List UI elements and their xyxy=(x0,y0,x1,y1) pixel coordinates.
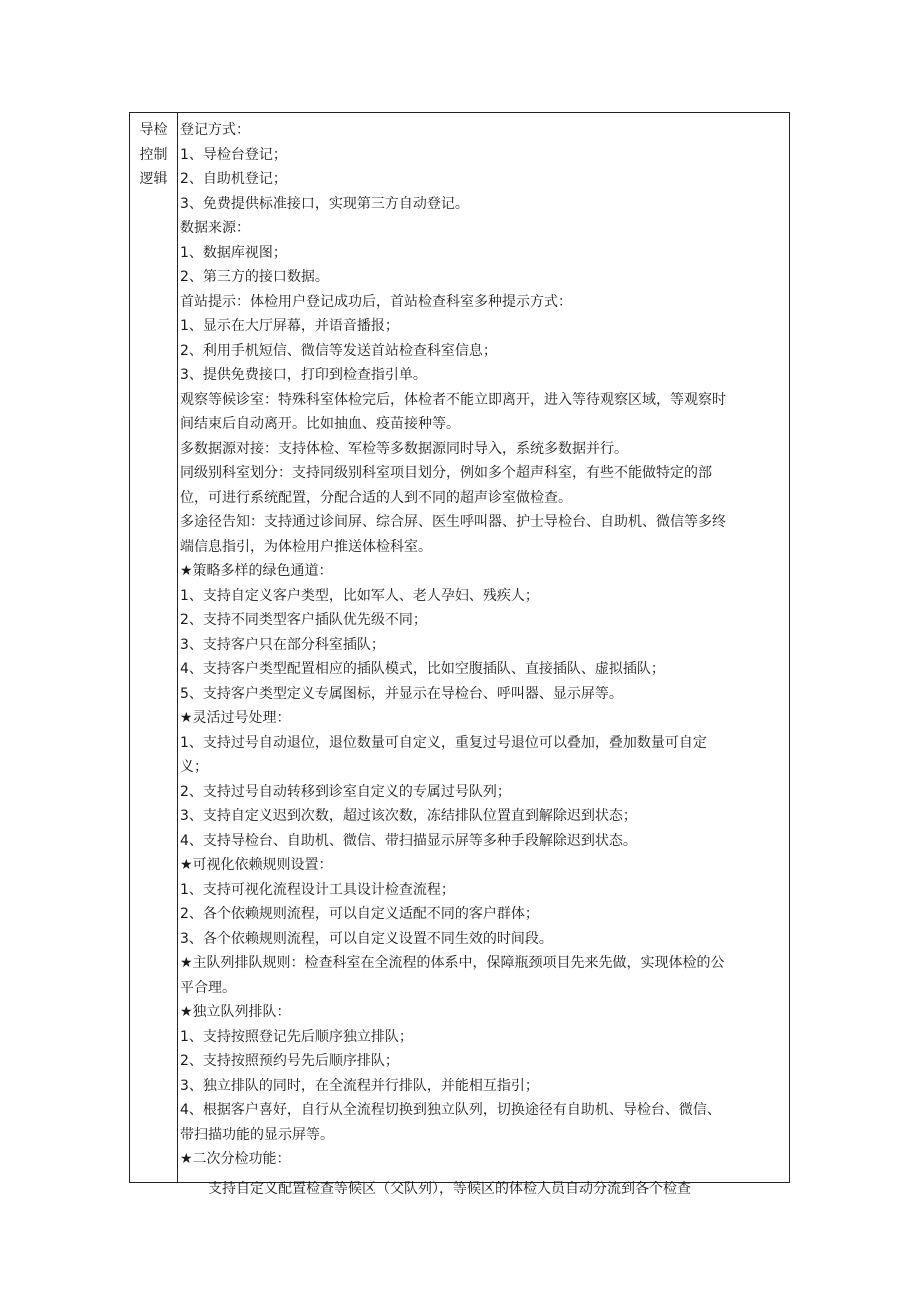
text-line: 2、支持不同类型客户插队优先级不同； xyxy=(180,612,427,628)
text-line-cutoff: 支持自定义配置检查等候区（父队列），等候区的体检人员自动分流到各个检查 xyxy=(208,1180,691,1197)
text-line: 4、支持导检台、自助机、微信、带扫描显示屏等多种手段解除迟到状态。 xyxy=(180,832,637,849)
text-line: 1、支持自定义客户类型，比如军人、老人孕妇、残疾人； xyxy=(180,587,539,604)
text-line: 2、自助机登记； xyxy=(180,171,287,187)
text-line: 2、支持按照预约号先后顺序排队； xyxy=(180,1053,399,1069)
text-line: 3、独立排队的同时，在全流程并行排队，并能相互指引； xyxy=(180,1077,539,1094)
text-line: 3、各个依赖规则流程，可以自定义设置不同生效的时间段。 xyxy=(180,930,553,947)
text-line: 3、提供免费接口，打印到检查指引单。 xyxy=(180,367,427,383)
text-line: 1、数据库视图； xyxy=(180,244,287,261)
text-line: 2、支持过号自动转移到诊室自定义的专属过号队列； xyxy=(180,783,511,800)
text-line: 首站提示：体检用户登记成功后，首站检查科室多种提示方式： xyxy=(180,293,572,310)
text-line: 多数据源对接：支持体检、军检等多数据源同时导入，系统多数据并行。 xyxy=(180,440,628,457)
text-line: 间结束后自动离开。比如抽血、疫苗接种等。 xyxy=(180,416,460,432)
text-line: 义； xyxy=(180,759,208,775)
text-line: ★主队列排队规则：检查科室在全流程的体系中，保障瓶颈项目先来先做，实现体检的公 xyxy=(180,955,725,971)
text-line: 1、显示在大厅屏幕，并语音播报； xyxy=(180,318,399,334)
text-line: 平合理。 xyxy=(180,979,236,996)
row-label-line: 控制 xyxy=(139,146,168,163)
document-table xyxy=(129,112,790,1197)
text-line: 4、支持客户类型配置相应的插队模式，比如空腹插队、直接插队、虚拟插队； xyxy=(180,661,665,677)
text-line: 同级别科室划分：支持同级别科室项目划分，例如多个超声科室，有些不能做特定的部 xyxy=(180,465,712,481)
text-line: ★策略多样的绿色通道： xyxy=(180,563,333,579)
text-line: 1、支持可视化流程设计工具设计检查流程； xyxy=(180,881,455,898)
text-line: ★独立队列排队： xyxy=(180,1004,291,1020)
text-line: ★可视化依赖规则设置： xyxy=(180,857,333,873)
row-label-line: 逻辑 xyxy=(139,171,168,187)
content-cell xyxy=(180,118,786,1197)
text-line: 2、利用手机短信、微信等发送首站检查科室信息； xyxy=(180,342,497,359)
text-line: 位，可进行系统配置，分配合适的人到不同的超声诊室做检查。 xyxy=(180,489,572,506)
text-line: 2、各个依赖规则流程，可以自定义适配不同的客户群体； xyxy=(180,906,539,922)
text-line: 1、支持过号自动退位，退位数量可自定义，重复过号退位可以叠加，叠加数量可自定 xyxy=(180,734,707,751)
text-line: 3、支持客户只在部分科室插队； xyxy=(180,636,385,653)
text-line: 5、支持客户类型定义专属图标，并显示在导检台、呼叫器、显示屏等。 xyxy=(180,685,623,702)
text-line: 观察等候诊室：特殊科室体检完后，体检者不能立即离开，进入等待观察区域，等观察时 xyxy=(180,391,726,408)
row-label-line: 导检 xyxy=(139,122,168,138)
text-line: 带扫描功能的显示屏等。 xyxy=(180,1126,334,1143)
text-line: 3、免费提供标准接口，实现第三方自动登记。 xyxy=(180,195,469,212)
text-line: 1、支持按照登记先后顺序独立排队； xyxy=(180,1028,413,1045)
text-line: 1、导检台登记； xyxy=(180,146,287,163)
text-line: ★二次分检功能： xyxy=(180,1151,291,1167)
row-label-cell xyxy=(130,113,177,192)
text-line: 数据来源： xyxy=(180,220,250,236)
text-line: 3、支持自定义迟到次数，超过该次数，冻结排队位置直到解除迟到状态； xyxy=(180,808,637,824)
text-line: ★灵活过号处理： xyxy=(180,710,291,726)
text-line: 多途径告知：支持通过诊间屏、综合屏、医生呼叫器、护士导检台、自助机、微信等多终 xyxy=(180,514,726,530)
text-line: 4、根据客户喜好，自行从全流程切换到独立队列，切换途径有自助机、导检台、微信、 xyxy=(180,1102,721,1118)
text-line: 2、第三方的接口数据。 xyxy=(180,269,329,285)
column-divider xyxy=(177,113,178,1182)
text-line: 登记方式： xyxy=(180,122,250,138)
text-line: 端信息指引，为体检用户推送体检科室。 xyxy=(180,538,432,555)
